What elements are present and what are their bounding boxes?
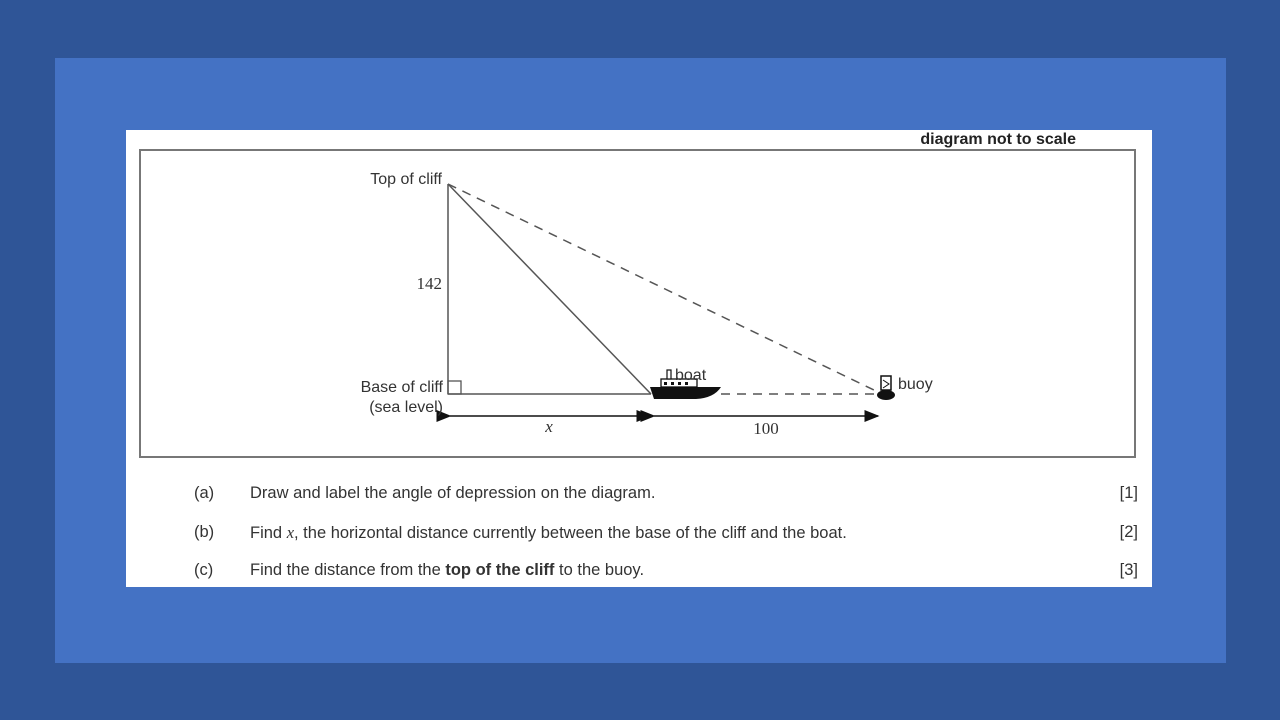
buoy-icon [877, 376, 895, 400]
sightline-boat [448, 184, 651, 394]
scale-note: diagram not to scale [920, 131, 1076, 148]
right-angle-marker [448, 381, 461, 394]
sea-level-label: (sea level) [369, 399, 443, 416]
question-c: (c) Find the distance from the top of the cliff to the buoy. [3] [194, 561, 1138, 579]
buoy-label: buoy [898, 376, 933, 393]
marks: [2] [1119, 523, 1138, 541]
base-of-cliff-label: Base of cliff [360, 379, 443, 396]
marks: [1] [1119, 484, 1138, 502]
marks: [3] [1119, 561, 1138, 579]
distance-100-label: 100 [753, 419, 779, 438]
question-b: (b) Find x, the horizontal distance currently between the base of the cliff and the boat. [2] [194, 523, 1138, 542]
top-of-cliff-label: Top of cliff [370, 171, 442, 188]
worksheet [126, 130, 1152, 587]
question-a: (a) Draw and label the angle of depression on the diagram. [1] [194, 484, 1138, 502]
boat-label: boat [675, 367, 707, 384]
height-label: 142 [416, 274, 442, 293]
cliff-diagram [126, 130, 1152, 460]
x-label: x [545, 417, 553, 436]
sightline-buoy [448, 184, 878, 392]
